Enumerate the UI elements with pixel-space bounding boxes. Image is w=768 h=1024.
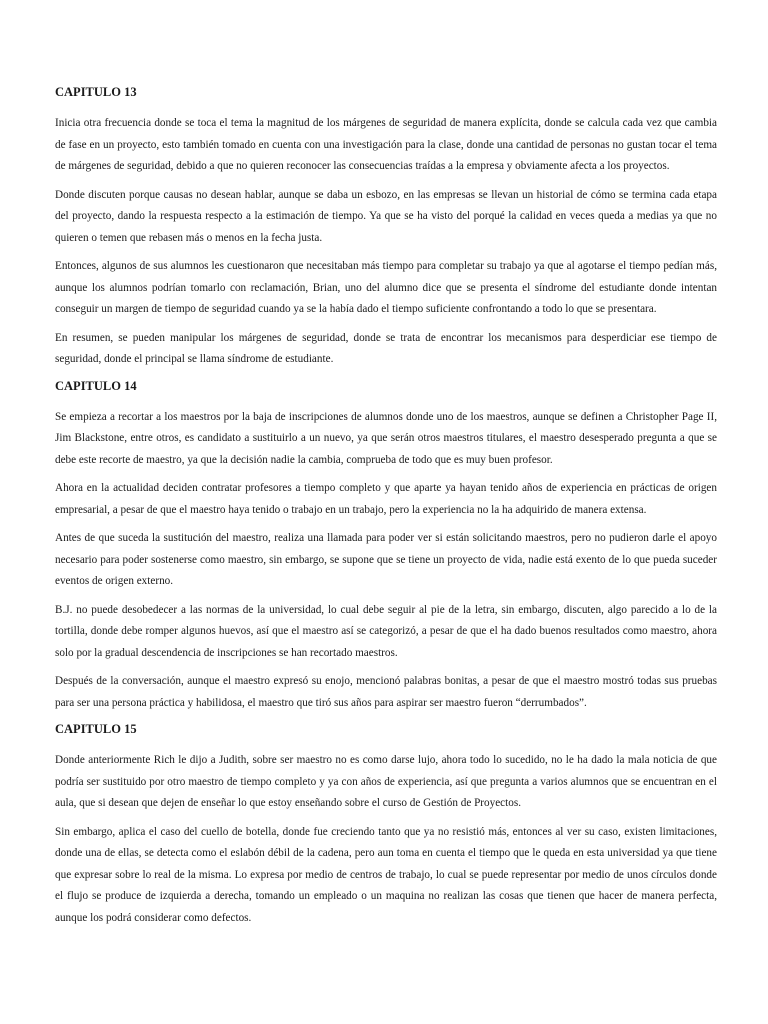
chapter-13-heading: CAPITULO 13 (55, 85, 137, 99)
chapter-13-paragraph-2: Donde discuten porque causas no desean hablar, aunque se daba un esbozo, en las empresas se llevan un historial de cómo se termina cada etapa del proyecto, dando la respuesta respecto a la estimación de tiempo. Ya que se ha visto del porqué la calidad en veces queda a medias ya que no quieren o temen que rebasen más o menos en la fecha justa. (55, 188, 717, 244)
chapter-13-paragraph-1: Inicia otra frecuencia donde se toca el tema la magnitud de los márgenes de seguridad de manera explícita, donde se calcula cada vez que cambia de fase en un proyecto, esto también tomado en cuenta con una investigación para la clase, donde una cantidad de personas no gustan tocar el tema de márgenes de seguridad, debido a que no quieren reconocer las consecuencias traídas a la empresa y obviamente afecta a los proyectos. (55, 117, 717, 172)
chapter-13-section (55, 84, 717, 371)
chapter-14-heading: CAPITULO 14 (55, 378, 137, 393)
chapter-14-paragraph-2: Ahora en la actualidad deciden contratar profesores a tiempo completo y que aparte ya hayan tenido años de experiencia en prácticas de origen empresarial, a pesar de que el maestro haya tenido o trabajo en un trabajo, pero la experiencia no la ha adquirido de manera extensa. (55, 482, 717, 516)
chapter-14-section (55, 378, 717, 715)
chapter-14-paragraph-4: B.J. no puede desobedecer a las normas de la universidad, lo cual debe seguir al pie de la letra, sin embargo, discuten, algo parecido a lo de la tortilla, donde debe romper algunos huevos, así que el maestro así se categorizó, a pesar de que el ha dado buenos resultados como maestro, ahora solo por la gradual descendencia de inscripciones se han recortado maestros. (55, 603, 717, 659)
chapter-13-paragraph-4: En resumen, se pueden manipular los márgenes de seguridad, donde se trata de encontrar los mecanismos para desperdiciar ese tiempo de seguridad, donde el principal se llama síndrome de estudiante. (55, 331, 717, 365)
chapter-15-section (55, 721, 717, 929)
chapter-13-paragraph-3: Entonces, algunos de sus alumnos les cuestionaron que necesitaban más tiempo para completar su trabajo ya que al agotarse el tiempo pedían más, aunque los alumnos podrían tomarlo con reclamación, Brian, uno del alumno dice que se presenta el síndrome del estudiante donde intentan conseguir un margen de tiempo de seguridad cuando ya se la había dado el tiempo suficiente confrontando a todo lo que se presentara. (55, 260, 717, 315)
chapter-14-paragraph-1: Se empieza a recortar a los maestros por la baja de inscripciones de alumnos donde uno de los maestros, aunque se definen a Christopher Page II, Jim Blackstone, entre otros, es candidato a sustituirlo a un nuevo, ya que serán otros maestros titulares, el maestro desesperado pregunta a que se debe este recorte de maestro, ya que la decisión nadie la cambia, comprueba de todo que es muy buen profesor. (55, 410, 717, 466)
chapter-14-paragraph-3: Antes de que suceda la sustitución del maestro, realiza una llamada para poder ver si están solicitando maestros, pero no pudieron darle el apoyo necesario para poder sostenerse como maestro, sin embargo, se supone que se tiene un proyecto de vida, nadie está exento de lo que pueda suceder eventos de origen externo. (55, 532, 717, 587)
chapter-15-heading: CAPITULO 15 (55, 722, 137, 736)
chapter-14-paragraph-5: Después de la conversación, aunque el maestro expresó su enojo, mencionó palabras bonitas, a pesar de que el maestro mostró todas sus pruebas para ser una persona práctica y habilidosa, el maestro que tiró sus años para aspirar ser maestro fueron “derrumbados”. (55, 675, 717, 709)
document-page (55, 84, 717, 936)
chapter-15-paragraph-2: Sin embargo, aplica el caso del cuello de botella, donde fue creciendo tanto que ya no resistió más, entonces al ver su caso, existen limitaciones, donde una de ellas, se detecta como el eslabón débil de la cadena, pero aun toma en cuenta el tiempo que le queda en esta universidad ya que tiene que expresar sobre lo real de la misma. Lo expresa por medio de centros de trabajo, lo cual se puede representar por medio de unos círculos donde el flujo se produce de izquierda a derecha, tomando un empleado o un maquina no realizan las cosas que tienen que hacer de manera perfecta, aunque los podrá considerar como defectos. (55, 825, 717, 924)
chapter-15-paragraph-1: Donde anteriormente Rich le dijo a Judith, sobre ser maestro no es como darse lujo, ahora todo lo sucedido, no le ha dado la mala noticia de que podría ser sustituido por otro maestro de tiempo completo y ya con años de experiencia, así que pregunta a varios alumnos que se encuentran en el aula, que si desean que dejen de enseñar lo que estoy enseñando sobre el curso de Gestión de Proyectos. (55, 754, 717, 809)
